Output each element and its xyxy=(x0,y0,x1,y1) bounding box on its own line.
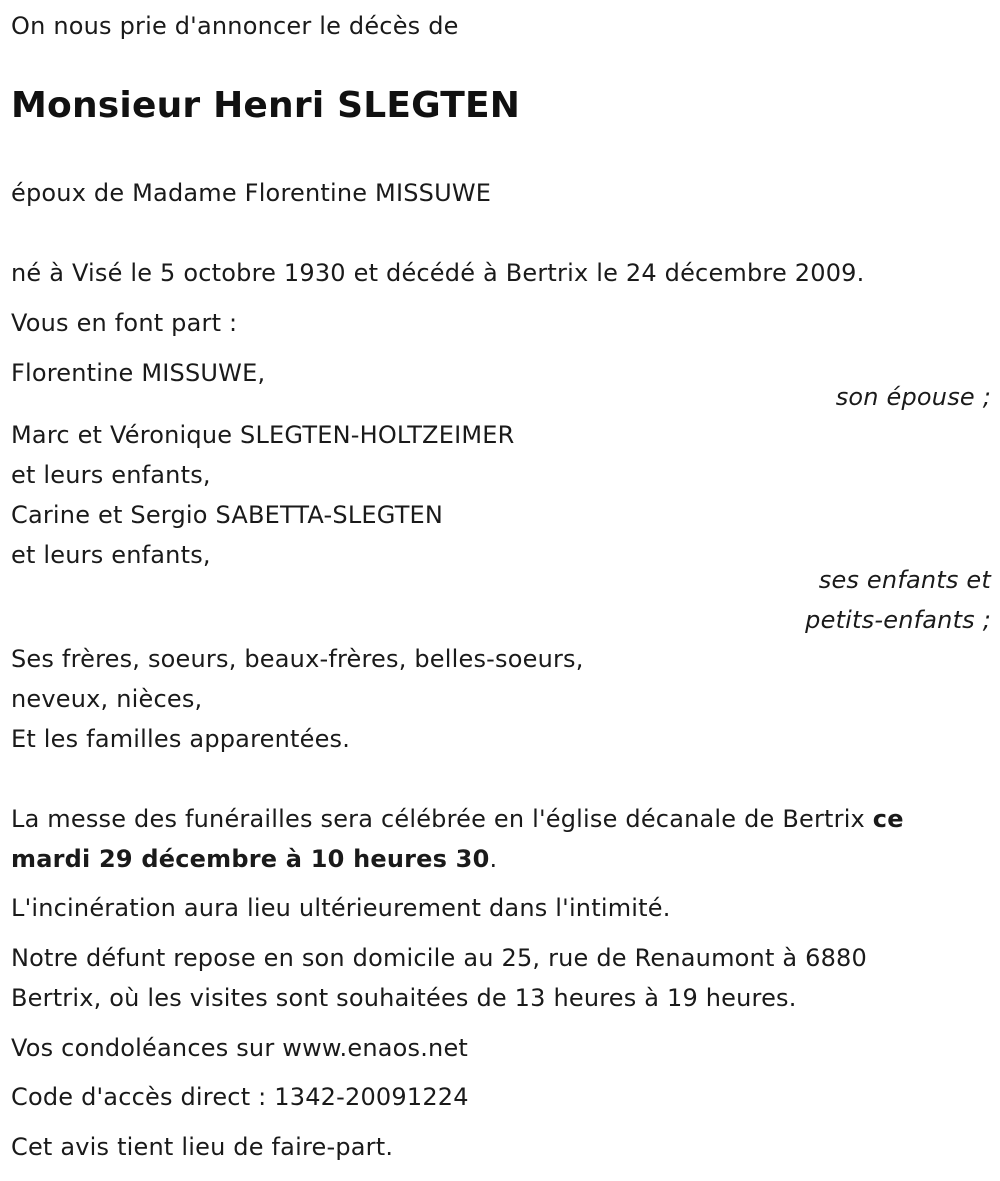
funeral-line-1 xyxy=(11,804,904,834)
access-code-line: Code d'accès direct : 1342-20091224 xyxy=(11,1083,469,1111)
relatives-line: Et les familles apparentées. xyxy=(11,725,351,753)
condolences-line: Vos condoléances sur www.enaos.net xyxy=(11,1034,469,1062)
children-line: et leurs enfants, xyxy=(11,541,211,569)
repose-line: Notre défunt repose en son domicile au 25, rue de Renaumont à 6880 xyxy=(11,944,868,972)
children-role: ses enfants et xyxy=(818,566,991,594)
repose-line: Bertrix, où les visites sont souhaitées de 13 heures à 19 heures. xyxy=(11,984,797,1012)
funeral-text: La messe des funérailles sera célébrée en l'église décanale de Bertrix xyxy=(11,805,873,833)
spouse-name: Florentine MISSUWE, xyxy=(11,359,266,387)
deceased-name: Monsieur Henri SLEGTEN xyxy=(11,85,521,126)
children-line: et leurs enfants, xyxy=(11,461,211,489)
closing-line: Cet avis tient lieu de faire-part. xyxy=(11,1133,394,1161)
children-line: Marc et Véronique SLEGTEN-HOLTZEIMER xyxy=(11,421,515,449)
spouse-line: époux de Madame Florentine MISSUWE xyxy=(11,179,492,207)
intro-text: On nous prie d'annoncer le décès de xyxy=(11,12,459,40)
children-line: Carine et Sergio SABETTA-SLEGTEN xyxy=(11,501,444,529)
funeral-date-start: ce xyxy=(872,805,904,833)
grandchildren-role: petits-enfants ; xyxy=(805,606,991,634)
spouse-role: son épouse ; xyxy=(835,383,991,411)
announcers-intro: Vous en font part : xyxy=(11,309,238,337)
relatives-line: Ses frères, soeurs, beaux-frères, belles-soeurs, xyxy=(11,645,584,673)
funeral-date: mardi 29 décembre à 10 heures 30 xyxy=(11,845,490,873)
funeral-period: . xyxy=(489,845,498,873)
funeral-line-2 xyxy=(11,844,497,874)
cremation-line: L'incinération aura lieu ultérieurement dans l'intimité. xyxy=(11,894,671,922)
relatives-line: neveux, nièces, xyxy=(11,685,203,713)
birth-death-line: né à Visé le 5 octobre 1930 et décédé à Bertrix le 24 décembre 2009. xyxy=(11,259,865,287)
